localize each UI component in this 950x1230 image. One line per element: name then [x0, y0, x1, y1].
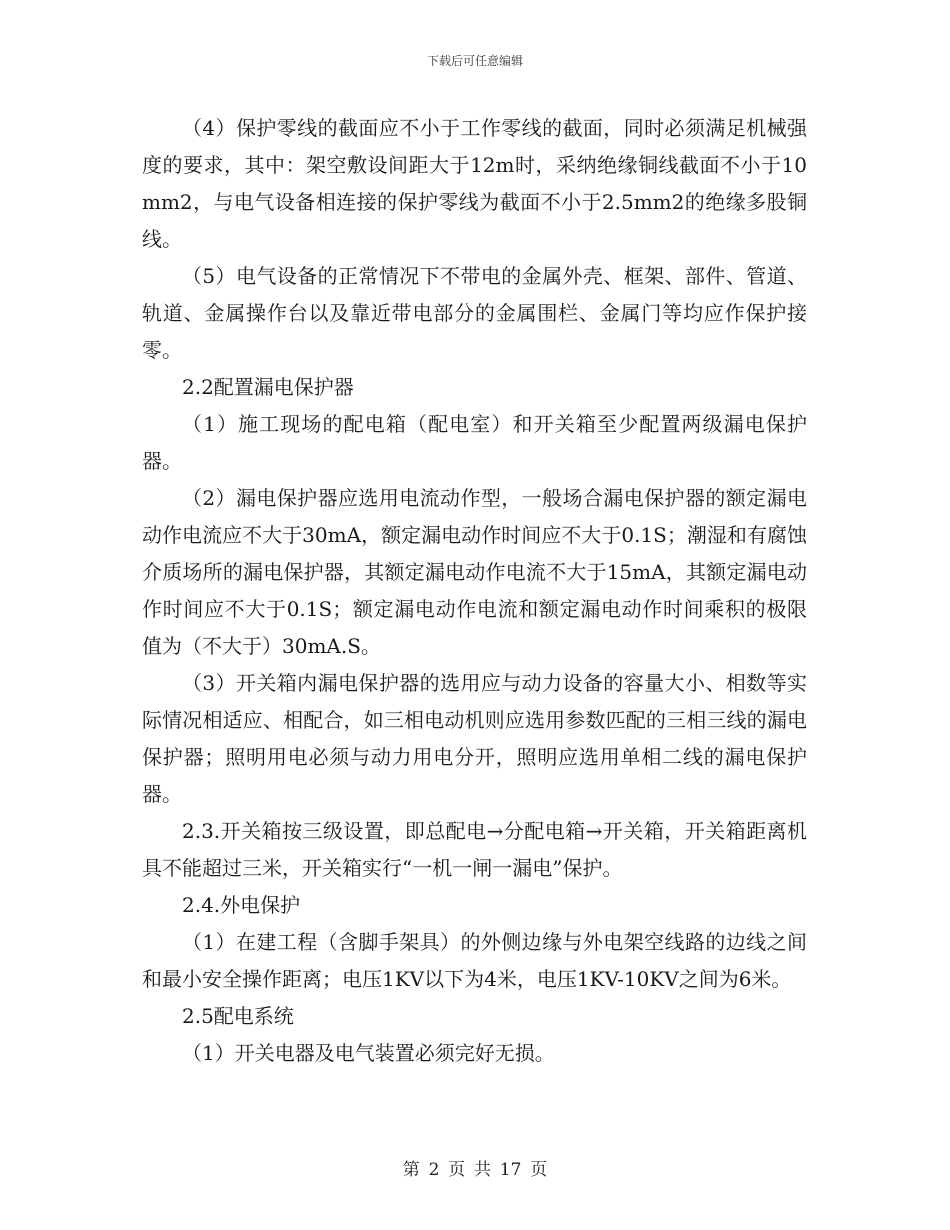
paragraph-switch-condition: （1）开关电器及电气装置必须完好无损。	[182, 1041, 555, 1065]
paragraph-leakage-current-spec: （2）漏电保护器应选用电流动作型，一般场合漏电保护器的额定漏电动作电流应不大于30mA，额定漏电动作时间应不大于0.1S；潮湿和有腐蚀介质场所的漏电保护器，其额定漏电动作电流不大于15mA，其额定漏电动作时间应不大于0.1S；额定漏电动作电流和额定漏电动作时间乘积的极限值为（不大于）30mA.S。	[142, 486, 807, 658]
document-body	[142, 110, 807, 1072]
paragraph-protective-neutral-section: （4）保护零线的截面应不小于工作零线的截面，同时必须满足机械强度的要求，其中：架空敷设间距大于12m时，采纳绝缘铜线截面不小于10mm2，与电气设备相连接的保护零线为截面不小于2.5mm2的绝缘多股铜线。	[142, 116, 807, 251]
paragraph-two-level-protection: （1）施工现场的配电箱（配电室）和开关箱至少配置两级漏电保护器。	[142, 412, 807, 473]
section-heading-external-power: 2.4.外电保护	[182, 893, 301, 917]
paragraph-three-level-switchbox: 2.3.开关箱按三级设置，即总配电→分配电箱→开关箱，开关箱距离机具不能超过三米，开关箱实行“一机一闸一漏电”保护。	[142, 819, 807, 880]
paragraph-metal-enclosure-grounding: （5）电气设备的正常情况下不带电的金属外壳、框架、部件、管道、轨道、金属操作台以及靠近带电部分的金属围栏、金属门等均应作保护接零。	[142, 264, 807, 362]
paragraph-switchbox-selection: （3）开关箱内漏电保护器的选用应与动力设备的容量大小、相数等实际情况相适应、相配合，如三相电动机则应选用参数匹配的三相三线的漏电保护器；照明用电必须与动力用电分开，照明应选用单相二线的漏电保护器。	[142, 671, 807, 806]
section-heading-leakage-protector: 2.2配置漏电保护器	[182, 375, 354, 399]
section-heading-distribution-system: 2.5配电系统	[182, 1004, 294, 1028]
paragraph-safe-distance: （1）在建工程（含脚手架具）的外侧边缘与外电架空线路的边线之间和最小安全操作距离；电压1KV以下为4米，电压1KV-10KV之间为6米。	[142, 930, 807, 991]
page-header: 下载后可任意编辑	[426, 54, 523, 68]
page-number-footer: 第 2 页 共 17 页	[402, 1160, 548, 1180]
